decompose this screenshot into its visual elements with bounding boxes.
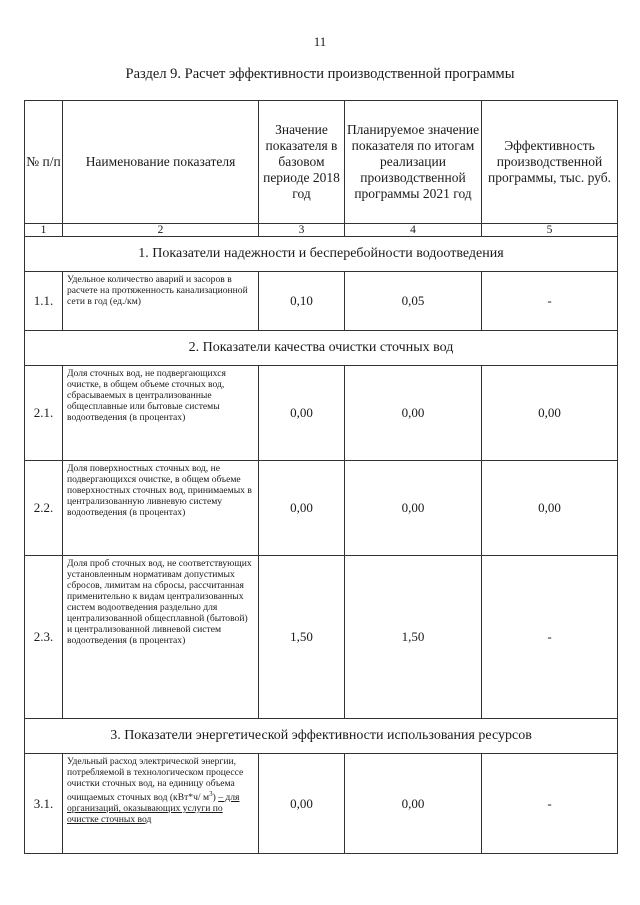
efficiency-table (24, 100, 618, 854)
column-number: 4 (345, 224, 482, 237)
section-title: Раздел 9. Расчет эффективности производственной программы (125, 66, 515, 82)
indicator-name-main: Удельный расход электрической энергии, потребляемой в технологическом процессе очистки сточных вод, на единицу объема очищаемых сточных вод (кВт*ч/ м (67, 756, 244, 804)
indicator-name (63, 754, 259, 854)
efficiency-value: - (482, 754, 618, 854)
efficiency-value: 0,00 (482, 366, 618, 461)
base-value: 0,00 (259, 461, 345, 556)
group-title: 3. Показатели энергетической эффективности использования ресурсов (25, 719, 618, 754)
group-header (25, 237, 618, 272)
row-number: 3.1. (25, 754, 63, 854)
group-title: 1. Показатели надежности и бесперебойности водоотведения (25, 237, 618, 272)
base-value: 1,50 (259, 556, 345, 719)
header-row (25, 101, 618, 224)
row-number: 2.1. (25, 366, 63, 461)
table-row (25, 272, 618, 331)
header-name: Наименование показателя (63, 101, 259, 224)
header-efficiency: Эффективность производственной программы, тыс. руб. (482, 101, 618, 224)
plan-value: 0,00 (345, 754, 482, 854)
indicator-name: Доля сточных вод, не подвергающихся очистке, в общем объеме сточных вод, сбрасываемых в централизованные общесплавные или бытовые системы водоотведения (в процентах) (63, 366, 259, 461)
header-num: № п/п (25, 101, 63, 224)
base-value: 0,00 (259, 754, 345, 854)
page-number: 11 (313, 34, 327, 49)
indicator-name-underlined: – для организаций, оказывающих услуги по очистке сточных вод (67, 792, 240, 826)
indicator-name: Доля проб сточных вод, не соответствующих установленным нормативам допустимых сбросов, лимитам на сбросы, рассчитанная применительно к видам централизованных систем водоотведения раздельно для централизованной общесплавной (бытовой) и централизованной ливневой систем водоотведения (в процентах) (63, 556, 259, 719)
table-row (25, 366, 618, 461)
header-plan-value: Планируемое значение показателя по итогам реализации производственной программы 2021 год (345, 101, 482, 224)
group-header (25, 331, 618, 366)
indicator-name: Удельное количество аварий и засоров в расчете на протяженность канализационной сети в год (ед./км) (63, 272, 259, 331)
base-value: 0,00 (259, 366, 345, 461)
column-numbers-row (25, 224, 618, 237)
efficiency-value: - (482, 556, 618, 719)
plan-value: 1,50 (345, 556, 482, 719)
table-row (25, 556, 618, 719)
superscript: 3 (209, 790, 213, 798)
header-base-value: Значение показателя в базовом периоде 2018 год (259, 101, 345, 224)
table-row (25, 461, 618, 556)
column-number: 5 (482, 224, 618, 237)
row-number: 2.2. (25, 461, 63, 556)
row-number: 2.3. (25, 556, 63, 719)
group-header (25, 719, 618, 754)
efficiency-value: - (482, 272, 618, 331)
plan-value: 0,05 (345, 272, 482, 331)
efficiency-value: 0,00 (482, 461, 618, 556)
column-number: 3 (259, 224, 345, 237)
column-number: 2 (63, 224, 259, 237)
plan-value: 0,00 (345, 461, 482, 556)
group-title: 2. Показатели качества очистки сточных вод (25, 331, 618, 366)
table-row (25, 754, 618, 854)
row-number: 1.1. (25, 272, 63, 331)
plan-value: 0,00 (345, 366, 482, 461)
base-value: 0,10 (259, 272, 345, 331)
indicator-name-close: ) (212, 792, 216, 804)
column-number: 1 (25, 224, 63, 237)
indicator-name: Доля поверхностных сточных вод, не подвергающихся очистке, в общем объеме поверхностных сточных вод, принимаемых в централизованную ливневую систему водоотведения (в процентах) (63, 461, 259, 556)
